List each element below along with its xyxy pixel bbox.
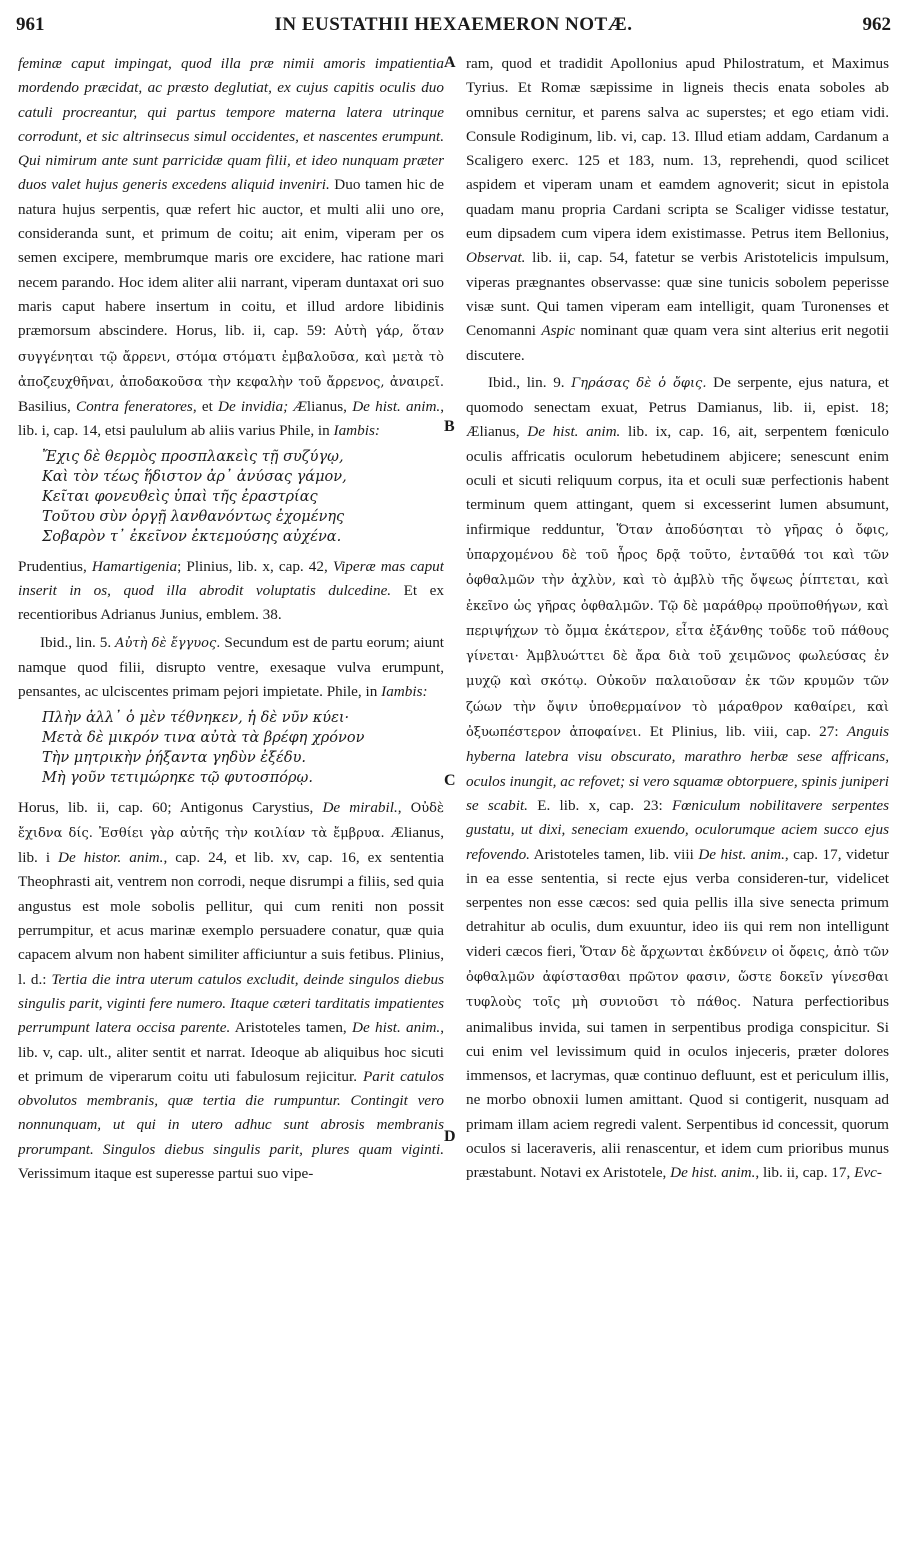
text-run: , — [397, 798, 411, 816]
text-run: Et Plinius, lib. viii, cap. 27: — [641, 723, 847, 741]
work-title: De invidia; Æ — [218, 398, 307, 416]
running-header — [16, 14, 891, 44]
text-run: Verissimum itaque est superesse partui suo vipe- — [18, 1164, 314, 1182]
greek-verse — [42, 708, 444, 788]
margin-marker-d: D — [444, 1128, 456, 1145]
text-run: lib. ix, cap. 16, ait, serpentem fœniculo oculis affricatis oculorum hebetudinem abjicere; senescunt enim oculi et sicuti reliquum corpus, ita et oculi suæ perfectionis habent terminum quem attingant, quem si excesserint lumen absumunt, infirmique redduntur, — [466, 423, 889, 538]
margin-marker-a: A — [444, 54, 456, 71]
text-run: lib. ii, cap. 54, fatetur se verbis Aristotelicis impulsum, viperas prægnantes observasse: quæ sine tunicis sobolem peperisse visæ sunt. Qui tamen viperam eam intelligit, quam Turonenses et Cenomanni — [466, 249, 889, 340]
text-run: Prudentius, — [18, 557, 92, 575]
text-run: , lib. ii, cap. 17, — [755, 1164, 855, 1182]
text-run: E. lib. x, cap. 23: — [527, 796, 672, 814]
work-title: Iambis: — [381, 683, 428, 701]
verse-line: Πλὴν ἀλλ᾽ ὁ μὲν τέθνηκεν, ἡ δὲ νῦν κύει· — [42, 709, 350, 726]
text-run: Ælianus, lib. i — [18, 823, 444, 867]
margin-marker-c: C — [444, 772, 456, 789]
text-run: Natura perfectioribus animalibus invida, sui tamen in serpentibus prodiga conspicitur. Si cui enim vel levissimum quid in oculos injeceris, præter dolores immensos, et lacrymas, quæ continuo defluunt, est et periculum illis, ne morbo obnoxii lumen amittant. Quod si contigerit, nusquam ad primam illam aciem regredi valent. Serpentibus id concessit, quorum oculos si laceraveris, alii renascentur, et idem cum prioribus munus præstabunt. Notavi ex Aristotele, — [466, 993, 889, 1182]
italic-quote: Fœniculum nobilitavere serpentes gustatu, ut dixi, seneciam exuendo, oculorumque aciem succo ejus refovendo. — [466, 796, 889, 863]
text-run: , cap. 24, et lib. xv, cap. 16, ex sententia Theophrasti ait, ventrem non corrodi, neque disrumpi a filiis, sed quia angustus est mole sobolis pellitur, qui cum reniti non possit perrumpitur, et acus marinæ exemplo persuadere conatur, quæ quia capacem alvum non habent similiter afficiuntur a suis fetibus. Plinius, l. d.: — [18, 849, 444, 988]
work-title: Iambis: — [333, 422, 380, 440]
italic-term: Evc- — [854, 1164, 882, 1182]
paragraph — [466, 371, 889, 1186]
verse-line: Σοβαρὸν τ᾽ ἐκεῖνον ἐκτεμούσης αὐχένα. — [42, 528, 342, 545]
text-run: Secundum est de partu eorum; aiunt namque quod filii, disrupto ventre, exesaque vulva erumpunt, pensantes, ac ulciscentes primam pejori impietate. Phile, in — [18, 633, 444, 701]
italic-quote: Anguis hyberna latebra visu obscurato, marathro herbæ sese affricans, oculos inungit, ac refovet; si vero squamæ obtorpuere, spinis juniperi se scabit. — [466, 723, 889, 814]
text-run: lianus, — [306, 398, 353, 416]
margin-marker-b: B — [444, 418, 455, 435]
text-run: Ibid., lin. 9. — [488, 373, 572, 391]
text-run: , et — [192, 398, 219, 416]
work-title: De hist. anim. — [698, 845, 785, 863]
text-run: ram, quod et tradidit Apollonius apud Philostratum, et Maximus Tyrius. Et Romæ sæpissime in ligneis thecis enata soboles ab omnibus cernitur, et parens salva ac superstes; et ego etiam vidi. Consule Rodiginum, lib. vi, cap. 13. Illud etiam addam, Cardanum a Scaligero exerc. 125 et 183, num. 13, reprehendi, quod scilicet aspidem et viperam unam et eamdem agnoverit; sicut in epistola quadam manu propria Cardani scripta se Scaliger vidisse testatur, eum dipsadem cum vipera idem existimasse. Petrus item Bellonius, — [466, 55, 889, 243]
text-run: Aristoteles tamen, — [230, 1019, 353, 1037]
italic-term: Aspic — [541, 322, 576, 340]
paragraph — [18, 555, 444, 628]
right-column — [466, 52, 889, 1557]
text-run: Horus, lib. ii, cap. 60; Antigonus Carystius, — [18, 798, 323, 816]
greek-quote: Αὐτὴ γάρ, ὅταν συγγένηται τῷ ἄρρενι, στόμα στόματι ἐμβαλοῦσα, καὶ μετὰ τὸ ἀποζευχθῆναι, ἀποδακοῦσα τὴν κεφαλὴν τοῦ ἄρρενος, ἀναιρεῖ. — [18, 324, 444, 390]
work-title: De mirabil. — [322, 798, 398, 816]
italic-quote: Viperæ mas caput inserit in os, quod illa abrodit voluptatis dulcedine. — [18, 557, 444, 600]
verse-line: Μὴ γοῦν τετιμώρηκε τῷ φυτοσπόρῳ. — [42, 769, 313, 786]
text-run: De serpente, ejus natura, et quomodo senectam exuat, Petrus Damianus, lib. ii, epist. 18; Ælianus, — [466, 373, 889, 441]
text-run: Duo tamen hic de natura hujus serpentis, quæ refert hic auctor, et multi alii uno ore, consideranda sunt, et primum de coitu; ait enim, viperam per os semen excipere, membrumque maris ore excidere, hac ratione mari necem parando. Hoc idem aliter alii narrant, viperam duntaxat ori suo maris caput habere insertum in coitu, et illud ardore libidinis præmorsum abscindere. Horus, lib. ii, cap. 59: — [18, 176, 444, 340]
text-run: , lib. v, cap. ult., aliter sentit et narrat. Ideoque ab aliquibus hoc sicuti et primum de viperarum coitu uti fabulosum rejicitur. — [18, 1019, 444, 1085]
work-title: De hist. anim. — [352, 398, 441, 416]
text-run: ; Plinius, lib. x, cap. 42, — [177, 557, 333, 575]
italic-quote: feminæ caput impingat, quod illa præ nimii amoris impatientia mordendo præcidat, ac præsto deglutiat, ex cujus capitis oculis duo catuli procreantur, qui partus tempore materna latera utrinque corrodunt, et sic altrinsecus simul occidentes, et nascentes erumpunt. Qui nimirum ante sunt parricidæ quam filii, et ideo nunquam præter duos valet hujus generis excedens aliquid inveniri. — [18, 55, 444, 194]
paragraph — [18, 52, 444, 444]
paragraph — [466, 52, 889, 368]
greek-lemma: Αὐτὴ δὲ ἔγγυος. — [115, 635, 221, 651]
work-title: De hist. anim. — [352, 1019, 441, 1037]
work-title: De hist. anim. — [527, 423, 621, 441]
text-run: Basilius, — [18, 398, 76, 416]
verse-line: Ἔχις δὲ θερμὸς προσπλακεὶς τῇ συζύγῳ, — [42, 448, 344, 465]
paragraph — [18, 796, 444, 1187]
work-title: Hamartigenia — [91, 557, 178, 575]
greek-quote: Οὐδὲ ἔχιδνα δίς. Ἐσθίει γὰρ αὐτῆς τὴν κοιλίαν τὰ ἔμβρυα. — [18, 800, 444, 841]
greek-quote: Ὅταν ἀποδύσηται τὸ γῆρας ὁ ὄφις, ὑπαρχομένου δὲ τοῦ ἦρος δρᾷ τοῦτο, ἐνταῦθά τοι καὶ τῶν ὀφθαλμῶν τὴν ἀχλὺν, καὶ τὸ ἀμβλὺ τῆς ὄψεως ῥίπτεται, καὶ ἐκεῖνο ὡς γῆρας ὀφθαλμῶν. Τῷ δὲ μαράθρῳ προϋποθήγων, καὶ περιψήχων τὸ ὄμμα ἑκάτερον, εἶτα ἐξάνθης τοῦδε τοῦ πάθους γίνεται· Ἀμβλυώττει δὲ ἄρα διὰ τοῦ χειμῶνος φωλεύσας ἐν μυχῷ καὶ σκότῳ. Οὐκοῦν παλαιοῦσαν ἐκ τῶν κρυμῶν τῶν ζώων τὴν ὄψιν ὑποθερμαίνον τὸ μάραθρον καθαίρει, καὶ ὀξυωπέστερον ἀποφαίνει. — [466, 522, 889, 741]
italic-quote: Tertia die intra uterum catulos excludit, deinde singulos diebus singulis parit, viginti fere numero. Itaque cæteri tarditatis impatientes perrumpunt latera occisa parente. — [18, 970, 444, 1037]
work-title: De histor. anim. — [58, 849, 164, 867]
left-column — [18, 52, 444, 1557]
text-run: Et ex recentioribus Adrianus Junius, emblem. 38. — [18, 582, 444, 624]
work-title: Contra feneratores — [75, 398, 193, 416]
verse-line: Τὴν μητρικὴν ῥήξαντα γηδὺν ἐξέδυ. — [42, 749, 306, 766]
greek-lemma: Γηράσας δὲ ὁ ὄφις. — [571, 375, 707, 391]
verse-line: Μετὰ δὲ μικρόν τινα αὐτὰ τὰ βρέφη χρόνον — [42, 729, 365, 746]
text-run: Aristoteles tamen, lib. viii — [529, 845, 699, 863]
greek-verse — [42, 447, 444, 547]
verse-line: Τοῦτου σὺν ὀργῇ λανθανόντως ἐχομένης — [42, 508, 345, 525]
work-title: Observat. — [466, 249, 526, 267]
greek-quote: Ὅταν δὲ ἄρχωνται ἐκδύνειν οἱ ὄφεις, ἀπὸ τῶν ὀφθαλμῶν ἀφίστασθαι πρῶτον φασιν, ὥστε δοκεῖν γίνεσθαι τυφλοὺς τοῖς μὴ συνιοῦσι τὸ πάθος. — [466, 944, 889, 1011]
running-title: IN EUSTATHII HEXAEMERON NOTÆ. — [274, 14, 633, 35]
page-number-right: 962 — [862, 14, 891, 35]
work-title: De hist. anim. — [670, 1164, 756, 1182]
page-number-left: 961 — [16, 14, 45, 35]
text-run: nominant quæ quam vera sint alterius erit negotii discutere. — [466, 322, 889, 364]
verse-line: Καὶ τὸν τέως ἥδιστον ἀρ᾽ ἀνύσας γάμον, — [42, 468, 347, 485]
text-run: Ibid., lin. 5. — [40, 633, 116, 651]
text-run: , cap. 17, videtur in ea esse sententia, si recte ejus verba consideren-tur, videlicet serpentes non esse cæcos: sed quia pellis illa sive senecta primum detrahitur ab oculis, dum exuuntur, ideo iis qui rem non intelligunt videri cæcos fieri, — [466, 845, 889, 960]
paragraph — [18, 631, 444, 705]
verse-line: Κεῖται φονευθεὶς ὑπαὶ τῆς ἐραστρίας — [42, 488, 318, 505]
italic-quote: Parit catulos obvolutos membranis, quæ tertia die rumpuntur. Contingit vero nonnunquam, ut qui in utero adhuc sunt abrosis membranis prorumpant. Singulos diebus singulis parit, plures quam viginti. — [18, 1067, 444, 1158]
text-run: , lib. i, cap. 14, etsi paululum ab aliis varius Phile, in — [18, 398, 444, 440]
